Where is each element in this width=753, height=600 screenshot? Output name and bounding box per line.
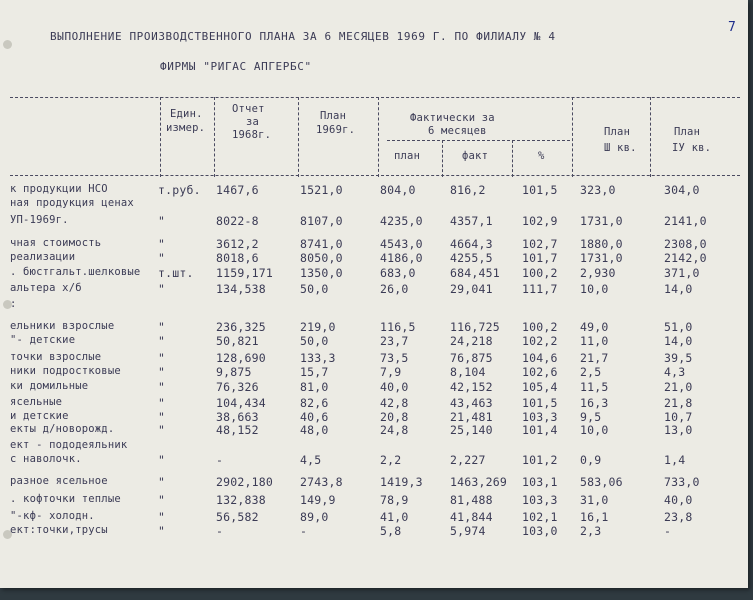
cell-unit: " xyxy=(158,214,166,228)
cell-unit: " xyxy=(158,320,166,334)
cell-unit: " xyxy=(158,365,166,379)
column-divider xyxy=(160,97,161,177)
column-divider xyxy=(442,140,443,177)
cell-fact: 25,140 xyxy=(450,423,493,437)
cell-q3: 11,0 xyxy=(580,334,609,348)
cell-fact: 684,451 xyxy=(450,266,500,280)
cell-plan: 4543,0 xyxy=(380,237,423,251)
cell-name: к продукции НСО xyxy=(10,183,108,195)
header-plan-1969: План xyxy=(320,110,347,122)
cell-r1968: 128,690 xyxy=(216,351,266,365)
cell-fact: 29,041 xyxy=(450,282,493,296)
cell-p1969: 4,5 xyxy=(300,453,322,467)
cell-unit: " xyxy=(158,475,166,489)
header-plan-q3: План xyxy=(604,126,631,138)
cell-plan: 24,8 xyxy=(380,423,409,437)
cell-q3: 1731,0 xyxy=(580,251,623,265)
cell-pct: 103,1 xyxy=(522,475,558,489)
cell-p1969: 8741,0 xyxy=(300,237,343,251)
cell-pct: 103,0 xyxy=(522,524,558,538)
cell-plan: 116,5 xyxy=(380,320,416,334)
cell-pct: 100,2 xyxy=(522,266,558,280)
cell-name: ект - пододеяльник xyxy=(10,439,128,451)
cell-name: альтера х/б xyxy=(10,282,82,294)
cell-q4: 2142,0 xyxy=(664,251,707,265)
header-plan-q4: IУ кв. xyxy=(672,142,712,154)
cell-pct: 102,6 xyxy=(522,365,558,379)
column-divider xyxy=(298,97,299,177)
cell-plan: 804,0 xyxy=(380,183,416,197)
cell-fact: 1463,269 xyxy=(450,475,507,489)
cell-fact: 8,104 xyxy=(450,365,486,379)
cell-r1968: - xyxy=(216,524,224,538)
cell-q3: 9,5 xyxy=(580,410,602,424)
header-sub-pct: % xyxy=(538,150,545,162)
cell-unit: " xyxy=(158,334,166,348)
cell-q4: 39,5 xyxy=(664,351,693,365)
cell-p1969: 2743,8 xyxy=(300,475,343,489)
cell-name: точки взрослые xyxy=(10,351,102,363)
cell-pct: 101,5 xyxy=(522,396,558,410)
cell-plan: 23,7 xyxy=(380,334,409,348)
cell-q4: 2308,0 xyxy=(664,237,707,251)
cell-p1969: 1350,0 xyxy=(300,266,343,280)
cell-pct: 111,7 xyxy=(522,282,558,296)
cell-p1969: 50,0 xyxy=(300,334,329,348)
cell-unit: " xyxy=(158,251,166,265)
cell-q4: 1,4 xyxy=(664,453,686,467)
cell-q3: 16,3 xyxy=(580,396,609,410)
cell-fact: 43,463 xyxy=(450,396,493,410)
cell-q4: 10,7 xyxy=(664,410,693,424)
cell-p1969: 149,9 xyxy=(300,493,336,507)
cell-p1969: 40,6 xyxy=(300,410,329,424)
cell-plan: 41,0 xyxy=(380,510,409,524)
header-report: 1968г. xyxy=(232,129,272,141)
cell-r1968: 104,434 xyxy=(216,396,266,410)
cell-name: разное ясельное xyxy=(10,475,108,487)
cell-q4: 14,0 xyxy=(664,334,693,348)
cell-q3: 2,930 xyxy=(580,266,616,280)
cell-plan: 4186,0 xyxy=(380,251,423,265)
document-subtitle: ФИРМЫ "РИГАС АПГЕРБС" xyxy=(160,60,312,73)
cell-p1969: 8107,0 xyxy=(300,214,343,228)
cell-fact: 5,974 xyxy=(450,524,486,538)
cell-p1969: 81,0 xyxy=(300,380,329,394)
cell-r1968: 56,582 xyxy=(216,510,259,524)
header-sub-plan: план xyxy=(394,150,421,162)
cell-q4: 21,8 xyxy=(664,396,693,410)
cell-unit: " xyxy=(158,453,166,467)
cell-name: ная продукция ценах xyxy=(10,197,134,209)
actual-sub-rule xyxy=(387,140,570,141)
cell-name: УП-1969г. xyxy=(10,214,69,226)
cell-q4: 40,0 xyxy=(664,493,693,507)
cell-r1968: 134,538 xyxy=(216,282,266,296)
cell-name: ки домильные xyxy=(10,380,89,392)
cell-q4: - xyxy=(664,524,672,538)
cell-q3: 31,0 xyxy=(580,493,609,507)
cell-p1969: 8050,0 xyxy=(300,251,343,265)
cell-name: "- детские xyxy=(10,334,76,346)
header-actual: 6 месяцев xyxy=(428,125,487,137)
cell-unit: " xyxy=(158,423,166,437)
header-plan-q3: Ш кв. xyxy=(604,142,637,154)
cell-plan: 26,0 xyxy=(380,282,409,296)
cell-q3: 10,0 xyxy=(580,282,609,296)
cell-fact: 816,2 xyxy=(450,183,486,197)
cell-unit: т.шт. xyxy=(158,266,194,280)
cell-unit: т.руб. xyxy=(158,183,201,197)
cell-p1969: 48,0 xyxy=(300,423,329,437)
header-plan-q4: План xyxy=(674,126,701,138)
cell-r1968: 2902,180 xyxy=(216,475,273,489)
cell-plan: 683,0 xyxy=(380,266,416,280)
cell-unit: " xyxy=(158,524,166,538)
header-actual: Фактически за xyxy=(410,112,495,124)
cell-plan: 73,5 xyxy=(380,351,409,365)
cell-fact: 24,218 xyxy=(450,334,493,348)
cell-r1968: 1159,171 xyxy=(216,266,273,280)
cell-pct: 102,1 xyxy=(522,510,558,524)
cell-p1969: - xyxy=(300,524,308,538)
cell-p1969: 133,3 xyxy=(300,351,336,365)
header-unit: измер. xyxy=(166,122,206,134)
cell-unit: " xyxy=(158,396,166,410)
cell-q4: 21,0 xyxy=(664,380,693,394)
cell-pct: 103,3 xyxy=(522,493,558,507)
cell-q3: 16,1 xyxy=(580,510,609,524)
cell-r1968: 48,152 xyxy=(216,423,259,437)
cell-p1969: 1521,0 xyxy=(300,183,343,197)
cell-fact: 81,488 xyxy=(450,493,493,507)
cell-unit: " xyxy=(158,510,166,524)
column-divider xyxy=(214,97,215,177)
cell-pct: 100,2 xyxy=(522,320,558,334)
column-divider xyxy=(572,97,573,177)
cell-fact: 41,844 xyxy=(450,510,493,524)
cell-q3: 10,0 xyxy=(580,423,609,437)
cell-q4: 304,0 xyxy=(664,183,700,197)
cell-plan: 42,8 xyxy=(380,396,409,410)
cell-fact: 4664,3 xyxy=(450,237,493,251)
cell-r1968: 132,838 xyxy=(216,493,266,507)
header-plan-1969: 1969г. xyxy=(316,124,356,136)
cell-plan: 40,0 xyxy=(380,380,409,394)
cell-name: ельники взрослые xyxy=(10,320,115,332)
cell-r1968: 1467,6 xyxy=(216,183,259,197)
cell-r1968: 8018,6 xyxy=(216,251,259,265)
cell-q4: 51,0 xyxy=(664,320,693,334)
cell-fact: 116,725 xyxy=(450,320,500,334)
cell-r1968: 9,875 xyxy=(216,365,252,379)
cell-q3: 2,3 xyxy=(580,524,602,538)
cell-pct: 102,7 xyxy=(522,237,558,251)
cell-fact: 4255,5 xyxy=(450,251,493,265)
cell-fact: 42,152 xyxy=(450,380,493,394)
cell-q4: 13,0 xyxy=(664,423,693,437)
cell-pct: 102,2 xyxy=(522,334,558,348)
cell-plan: 7,9 xyxy=(380,365,402,379)
cell-plan: 78,9 xyxy=(380,493,409,507)
cell-pct: 101,4 xyxy=(522,423,558,437)
cell-name: : xyxy=(10,298,17,310)
cell-plan: 1419,3 xyxy=(380,475,423,489)
cell-fact: 21,481 xyxy=(450,410,493,424)
cell-name: чная стоимость xyxy=(10,237,102,249)
cell-pct: 101,2 xyxy=(522,453,558,467)
cell-q3: 1880,0 xyxy=(580,237,623,251)
cell-unit: " xyxy=(158,237,166,251)
cell-name: "-кф- холодн. xyxy=(10,510,95,522)
header-bottom-rule xyxy=(10,175,740,176)
header-top-rule xyxy=(10,97,740,98)
cell-r1968: 236,325 xyxy=(216,320,266,334)
cell-q3: 583,06 xyxy=(580,475,623,489)
cell-q3: 0,9 xyxy=(580,453,602,467)
cell-name: с наволочк. xyxy=(10,453,82,465)
cell-fact: 76,875 xyxy=(450,351,493,365)
cell-name: ники подростковые xyxy=(10,365,121,377)
cell-name: реализации xyxy=(10,251,76,263)
cell-p1969: 15,7 xyxy=(300,365,329,379)
column-divider xyxy=(650,97,651,177)
cell-unit: " xyxy=(158,493,166,507)
header-sub-fact: факт xyxy=(462,150,489,162)
cell-q3: 1731,0 xyxy=(580,214,623,228)
cell-plan: 20,8 xyxy=(380,410,409,424)
cell-unit: " xyxy=(158,282,166,296)
cell-q4: 4,3 xyxy=(664,365,686,379)
cell-p1969: 89,0 xyxy=(300,510,329,524)
cell-r1968: - xyxy=(216,453,224,467)
cell-plan: 4235,0 xyxy=(380,214,423,228)
cell-name: и детские xyxy=(10,410,69,422)
cell-r1968: 50,821 xyxy=(216,334,259,348)
cell-name: ясельные xyxy=(10,396,63,408)
cell-q4: 371,0 xyxy=(664,266,700,280)
cell-plan: 5,8 xyxy=(380,524,402,538)
cell-pct: 104,6 xyxy=(522,351,558,365)
cell-pct: 102,9 xyxy=(522,214,558,228)
cell-unit: " xyxy=(158,380,166,394)
cell-q4: 23,8 xyxy=(664,510,693,524)
document-title: ВЫПОЛНЕНИЕ ПРОИЗВОДСТВЕННОГО ПЛАНА ЗА 6 МЕСЯЦЕВ 1969 Г. ПО ФИЛИАЛУ № 4 xyxy=(50,30,556,43)
column-divider xyxy=(378,97,379,177)
cell-pct: 101,5 xyxy=(522,183,558,197)
cell-name: ект:точки,трусы xyxy=(10,524,108,536)
cell-r1968: 38,663 xyxy=(216,410,259,424)
cell-unit: " xyxy=(158,410,166,424)
cell-q3: 21,7 xyxy=(580,351,609,365)
header-report: за xyxy=(246,116,260,128)
cell-q3: 2,5 xyxy=(580,365,602,379)
cell-name: екты д/новорожд. xyxy=(10,423,115,435)
cell-unit: " xyxy=(158,351,166,365)
cell-r1968: 3612,2 xyxy=(216,237,259,251)
cell-q3: 11,5 xyxy=(580,380,609,394)
cell-p1969: 50,0 xyxy=(300,282,329,296)
binder-hole xyxy=(3,40,12,49)
cell-plan: 2,2 xyxy=(380,453,402,467)
cell-pct: 101,7 xyxy=(522,251,558,265)
cell-p1969: 82,6 xyxy=(300,396,329,410)
cell-fact: 4357,1 xyxy=(450,214,493,228)
cell-fact: 2,227 xyxy=(450,453,486,467)
cell-q4: 2141,0 xyxy=(664,214,707,228)
cell-name: . кофточки теплые xyxy=(10,493,121,505)
header-report: Отчет xyxy=(232,103,265,115)
cell-r1968: 76,326 xyxy=(216,380,259,394)
page-number: 7 xyxy=(728,20,737,35)
column-divider xyxy=(512,140,513,177)
cell-pct: 105,4 xyxy=(522,380,558,394)
cell-name: . бюстгальт.шелковые xyxy=(10,266,141,278)
cell-q3: 323,0 xyxy=(580,183,616,197)
cell-q4: 14,0 xyxy=(664,282,693,296)
cell-q4: 733,0 xyxy=(664,475,700,489)
cell-pct: 103,3 xyxy=(522,410,558,424)
cell-q3: 49,0 xyxy=(580,320,609,334)
cell-p1969: 219,0 xyxy=(300,320,336,334)
cell-r1968: 8022-8 xyxy=(216,214,259,228)
header-unit: Един. xyxy=(170,108,203,120)
